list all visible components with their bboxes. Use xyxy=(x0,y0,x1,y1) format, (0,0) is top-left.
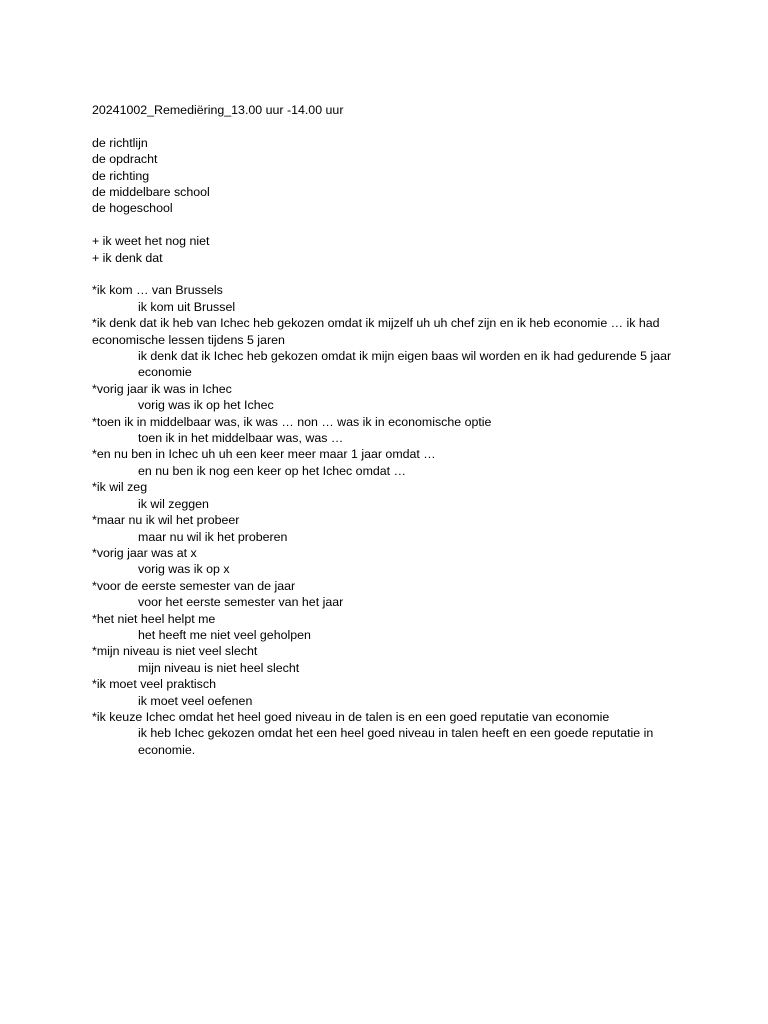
original-sentence: *het niet heel helpt me xyxy=(92,611,216,626)
correction-entry xyxy=(92,479,692,512)
corrected-sentence: ik kom uit Brussel xyxy=(138,299,236,314)
vocabulary-item: de middelbare school xyxy=(92,185,210,200)
corrected-sentence: ik wil zeggen xyxy=(138,496,209,511)
corrected-sentence: vorig was ik op x xyxy=(138,562,230,577)
original-sentence: *vorig jaar ik was in Ichec xyxy=(92,381,232,396)
correction-entry xyxy=(92,381,692,414)
original-sentence: *toen ik in middelbaar was, ik was … non … was ik in economische optie xyxy=(92,414,492,429)
original-sentence: *voor de eerste semester van de jaar xyxy=(92,578,296,593)
phrase-item: + ik denk dat xyxy=(92,250,163,265)
corrected-sentence: en nu ben ik nog een keer op het Ichec omdat … xyxy=(138,463,406,478)
correction-entry xyxy=(92,282,692,315)
corrections-list xyxy=(92,282,692,758)
corrected-sentence: ik denk dat ik Ichec heb gekozen omdat ik mijn eigen baas wil worden en ik had gedurende 5 jaar economie xyxy=(138,349,672,380)
corrected-sentence: toen ik in het middelbaar was, was … xyxy=(138,431,344,446)
document-page xyxy=(92,102,692,758)
corrected-sentence: vorig was ik op het Ichec xyxy=(138,398,274,413)
vocabulary-item: de hogeschool xyxy=(92,201,173,216)
correction-entry xyxy=(92,545,692,578)
vocabulary-list xyxy=(92,135,692,217)
vocabulary-item: de richting xyxy=(92,168,150,183)
original-sentence: *ik keuze Ichec omdat het heel goed niveau in de talen is en een goed reputatie van economie xyxy=(92,709,610,724)
vocabulary-item: de richtlijn xyxy=(92,135,148,150)
corrected-sentence: voor het eerste semester van het jaar xyxy=(138,595,344,610)
phrase-item: + ik weet het nog niet xyxy=(92,234,210,249)
correction-entry xyxy=(92,414,692,447)
corrected-sentence: maar nu wil ik het proberen xyxy=(138,529,288,544)
corrected-sentence: mijn niveau is niet heel slecht xyxy=(138,660,300,675)
correction-entry xyxy=(92,676,692,709)
original-sentence: *mijn niveau is niet veel slecht xyxy=(92,644,258,659)
original-sentence: *ik kom … van Brussels xyxy=(92,283,223,298)
phrases-list xyxy=(92,233,692,266)
document-title: 20241002_Remediëring_13.00 uur -14.00 uur xyxy=(92,103,344,117)
original-sentence: *en nu ben in Ichec uh uh een keer meer maar 1 jaar omdat … xyxy=(92,447,436,462)
original-sentence: *ik wil zeg xyxy=(92,480,148,495)
original-sentence: *ik moet veel praktisch xyxy=(92,677,216,692)
original-sentence: *maar nu ik wil het probeer xyxy=(92,513,240,528)
correction-entry xyxy=(92,709,692,758)
corrected-sentence: ik moet veel oefenen xyxy=(138,693,253,708)
correction-entry xyxy=(92,315,692,381)
original-sentence: *ik denk dat ik heb van Ichec heb gekozen omdat ik mijzelf uh uh chef zijn en ik heb economie … ik had economische lessen tijdens 5 jaren xyxy=(92,316,660,347)
correction-entry xyxy=(92,446,692,479)
vocabulary-item: de opdracht xyxy=(92,152,158,167)
correction-entry xyxy=(92,643,692,676)
corrected-sentence: het heeft me niet veel geholpen xyxy=(138,627,311,642)
original-sentence: *vorig jaar was at x xyxy=(92,545,197,560)
corrected-sentence: ik heb Ichec gekozen omdat het een heel goed niveau in talen heeft en een goede reputatie in economie. xyxy=(138,726,654,757)
correction-entry xyxy=(92,578,692,611)
correction-entry xyxy=(92,611,692,644)
correction-entry xyxy=(92,512,692,545)
